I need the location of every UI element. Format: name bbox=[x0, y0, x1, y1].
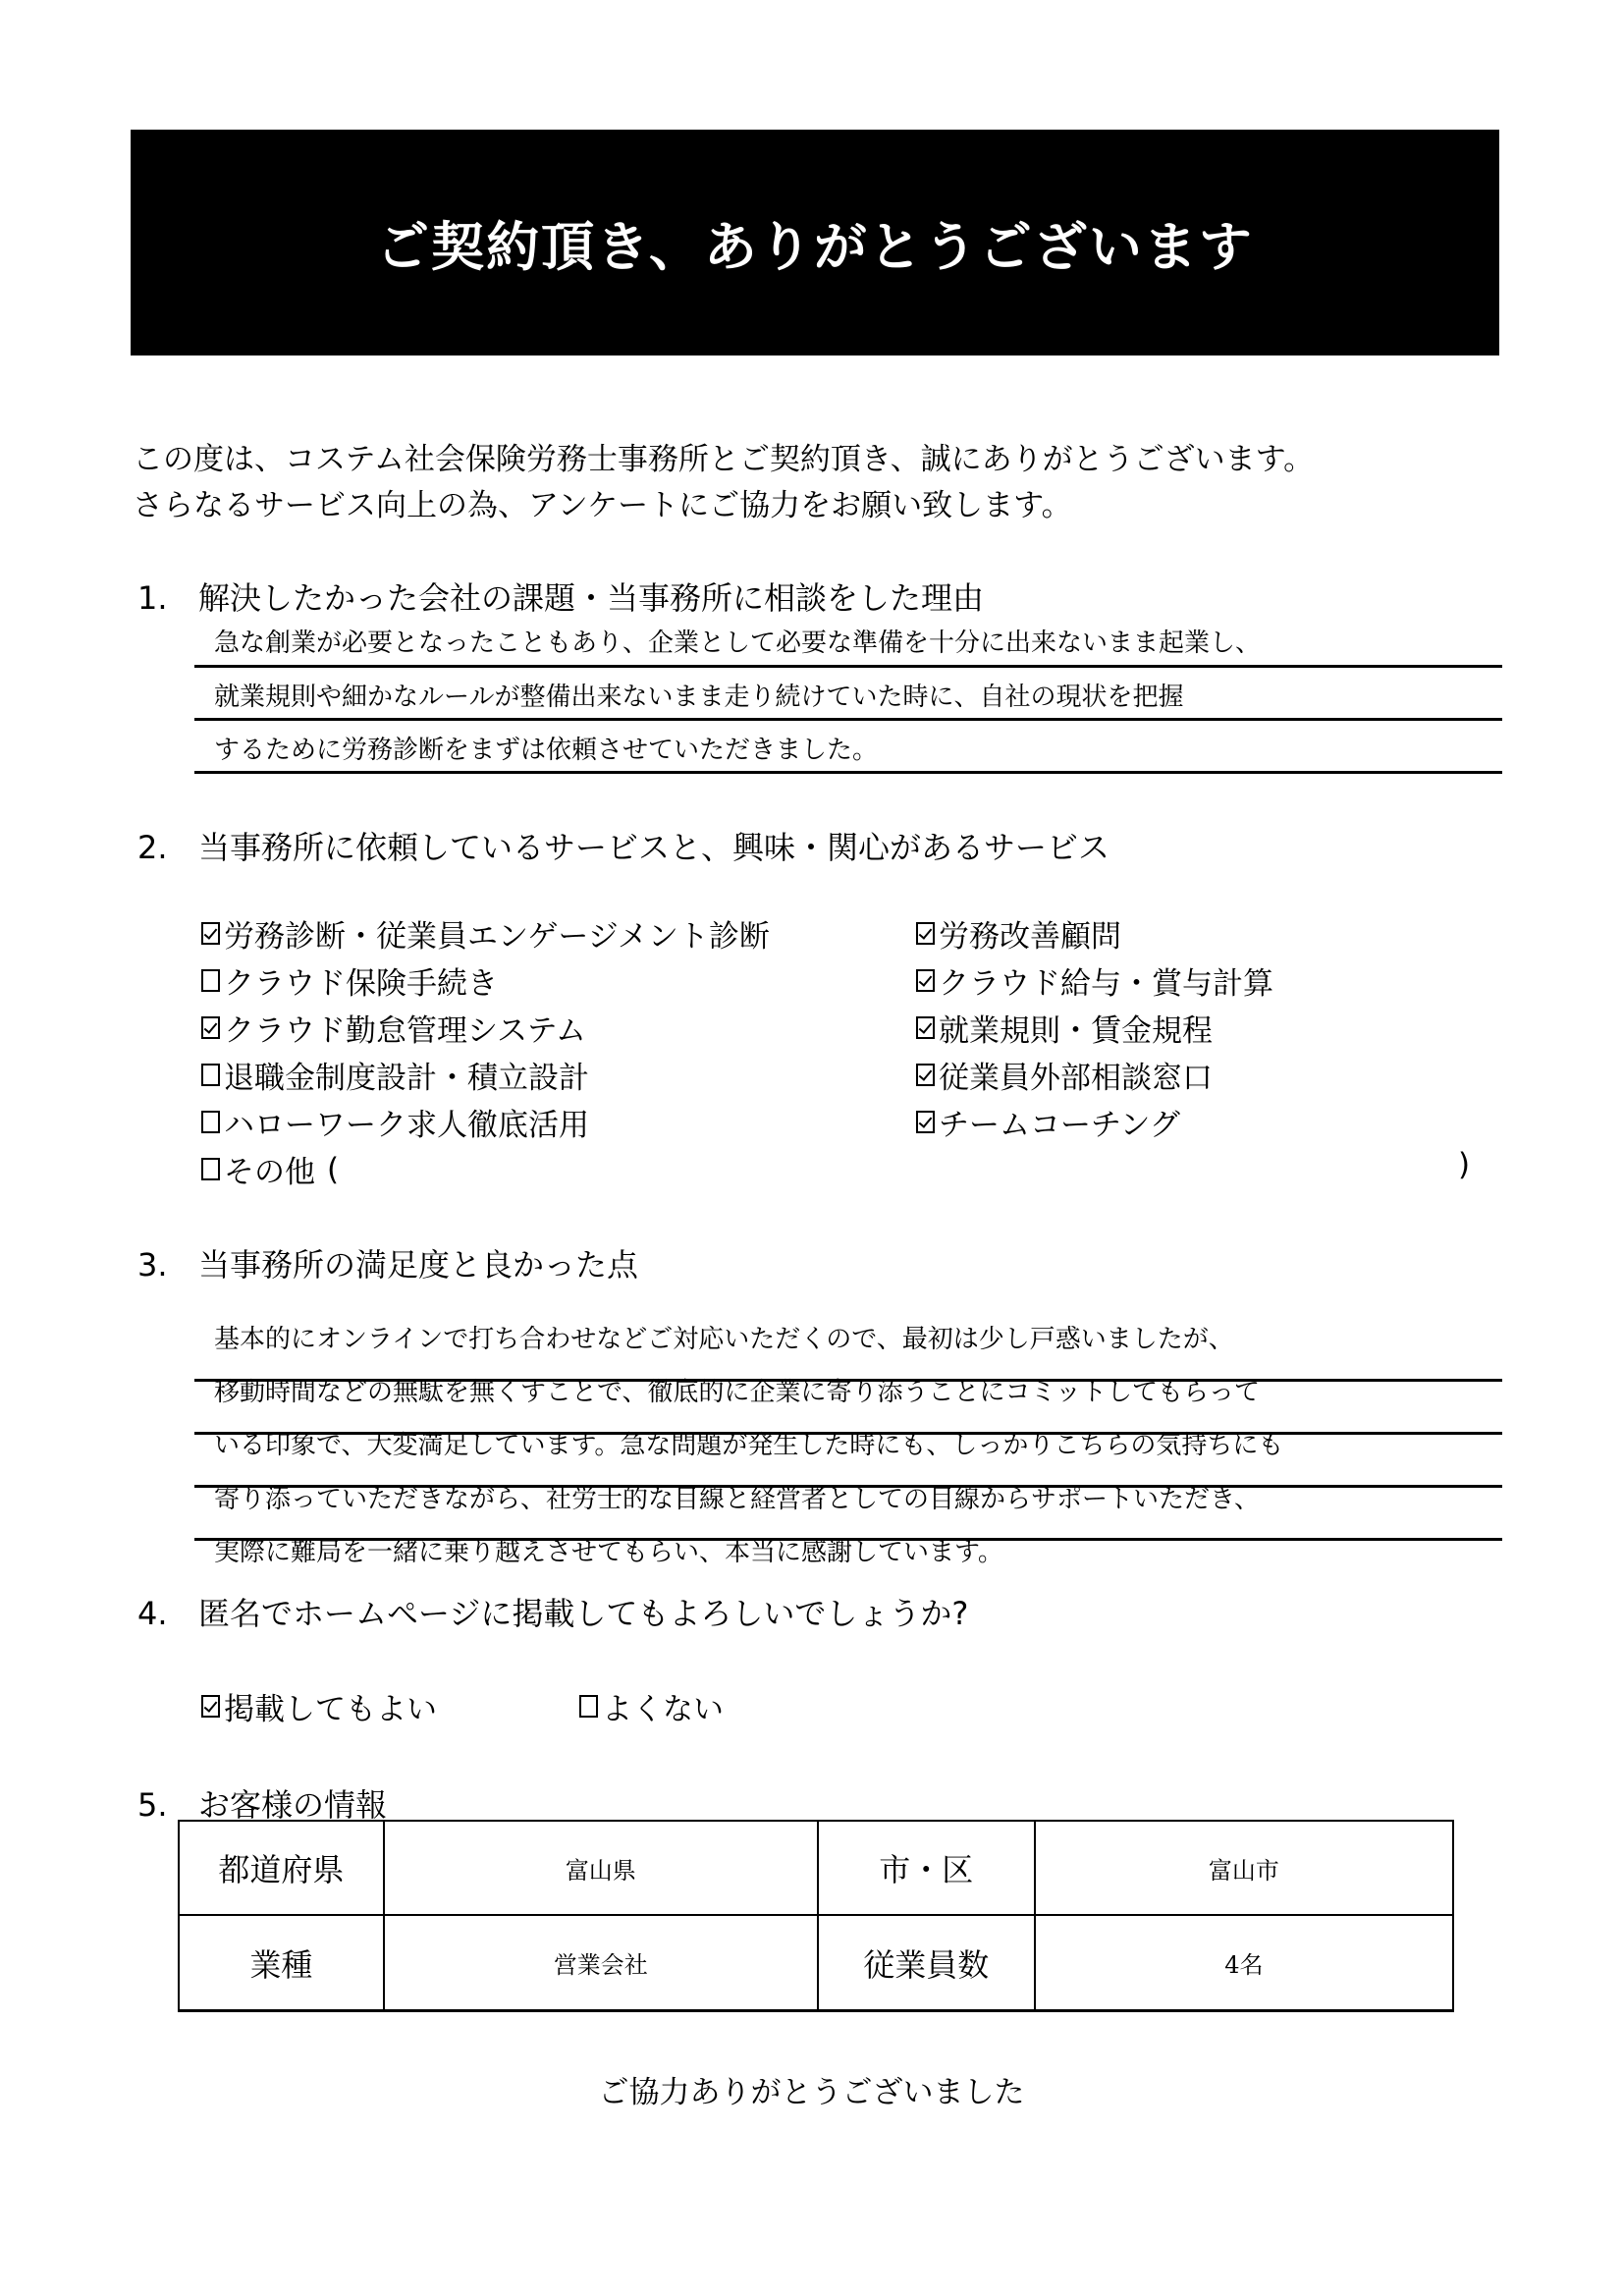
checkbox-checked[interactable] bbox=[916, 1064, 935, 1086]
service-option[interactable] bbox=[201, 1100, 589, 1144]
service-option[interactable] bbox=[201, 1006, 586, 1050]
checkbox-checked[interactable] bbox=[916, 1016, 935, 1039]
checkbox[interactable] bbox=[201, 969, 220, 992]
question-number: 1. bbox=[137, 579, 168, 617]
answer-line[interactable]: 基本的にオンラインで打ち合わせなどご対応いただくので、最初は少し戸惑いましたが、 bbox=[214, 1325, 1234, 1354]
checkbox-checked[interactable] bbox=[201, 1016, 220, 1039]
label-prefecture: 都道府県 bbox=[179, 1821, 384, 1915]
option-label: 退職金制度設計・積立設計 bbox=[224, 1061, 589, 1096]
open-paren: ( bbox=[327, 1151, 340, 1187]
option-label: その他 bbox=[224, 1155, 315, 1190]
checkbox-checked[interactable] bbox=[201, 922, 220, 945]
close-paren: ) bbox=[1458, 1147, 1471, 1182]
checkbox-checked[interactable] bbox=[201, 1695, 220, 1718]
option-label: 労務改善顧問 bbox=[939, 919, 1121, 955]
closing-message: ご協力ありがとうございました bbox=[598, 2075, 1025, 2110]
question-text: 当事務所の満足度と良かった点 bbox=[198, 1246, 639, 1284]
service-option[interactable] bbox=[916, 1053, 1213, 1097]
option-label: クラウド保険手続き bbox=[224, 966, 498, 1002]
service-option[interactable] bbox=[916, 911, 1121, 956]
answer-rule bbox=[194, 665, 1502, 668]
question-text: 解決したかった会社の課題・当事務所に相談をした理由 bbox=[198, 579, 985, 617]
option-publish-ok[interactable] bbox=[201, 1684, 437, 1728]
option-label: クラウド勤怠管理システム bbox=[224, 1013, 586, 1049]
label-industry: 業種 bbox=[179, 1915, 384, 2010]
question-number: 4. bbox=[137, 1595, 168, 1632]
answer-rule bbox=[194, 771, 1502, 774]
option-other[interactable] bbox=[201, 1147, 339, 1191]
option-publish-ng[interactable] bbox=[579, 1684, 724, 1728]
service-option[interactable] bbox=[201, 1053, 589, 1097]
answer-line[interactable]: 急な創業が必要となったこともあり、企業として必要な準備を十分に出来ないまま起業し、 bbox=[214, 629, 1262, 658]
answer-line[interactable]: 実際に難局を一緒に乗り越えさせてもらい、本当に感謝しています。 bbox=[214, 1538, 1003, 1567]
intro-line: さらなるサービス向上の為、アンケートにご協力をお願い致します。 bbox=[133, 488, 1072, 523]
question-text: 当事務所に依頼しているサービスと、興味・関心があるサービス bbox=[198, 829, 1110, 866]
option-label: クラウド給与・賞与計算 bbox=[939, 966, 1273, 1002]
option-label: 就業規則・賃金規程 bbox=[939, 1013, 1213, 1049]
value-industry[interactable]: 営業会社 bbox=[384, 1915, 818, 2010]
option-label: よくない bbox=[602, 1692, 724, 1727]
option-label: 掲載してもよい bbox=[224, 1692, 437, 1727]
checkbox[interactable] bbox=[201, 1158, 220, 1180]
checkbox-checked[interactable] bbox=[916, 922, 935, 945]
other-input[interactable] bbox=[388, 1147, 1448, 1186]
label-city: 市・区 bbox=[818, 1821, 1035, 1915]
label-employees: 従業員数 bbox=[818, 1915, 1035, 2010]
table-row bbox=[179, 1915, 1453, 2010]
value-prefecture[interactable]: 富山県 bbox=[384, 1821, 818, 1915]
question-number: 5. bbox=[137, 1786, 168, 1824]
question-4-heading bbox=[137, 1589, 968, 1634]
header-banner bbox=[131, 130, 1499, 355]
answer-line[interactable]: するために労務診断をまずは依頼させていただきました。 bbox=[214, 736, 879, 765]
option-label: ハローワーク求人徹底活用 bbox=[224, 1108, 589, 1143]
page-title: ご契約頂き、ありがとうございます bbox=[376, 215, 1254, 278]
question-number: 2. bbox=[137, 829, 168, 866]
service-option[interactable] bbox=[916, 1100, 1180, 1144]
question-text: お客様の情報 bbox=[198, 1786, 388, 1824]
question-text: 匿名でホームページに掲載してもよろしいでしょうか? bbox=[198, 1595, 969, 1632]
question-number: 3. bbox=[137, 1246, 168, 1284]
answer-rule bbox=[194, 718, 1502, 721]
service-option[interactable] bbox=[201, 958, 498, 1003]
checkbox-checked[interactable] bbox=[916, 1111, 935, 1133]
answer-line[interactable]: 就業規則や細かなルールが整備出来ないまま走り続けていた時に、自社の現状を把握 bbox=[214, 683, 1184, 712]
value-employees[interactable]: 4名 bbox=[1035, 1915, 1453, 2010]
intro-line: この度は、コステム社会保険労務士事務所とご契約頂き、誠にありがとうございます。 bbox=[133, 442, 1315, 477]
service-option[interactable] bbox=[916, 958, 1273, 1003]
option-label: チームコーチング bbox=[939, 1108, 1180, 1143]
table-row bbox=[179, 1821, 1453, 1915]
checkbox-checked[interactable] bbox=[916, 969, 935, 992]
question-2-heading bbox=[137, 823, 1109, 868]
option-label: 労務診断・従業員エンゲージメント診断 bbox=[224, 919, 770, 955]
service-option[interactable] bbox=[916, 1006, 1213, 1050]
customer-info-table bbox=[178, 1820, 1454, 2012]
checkbox[interactable] bbox=[201, 1111, 220, 1133]
checkbox[interactable] bbox=[201, 1064, 220, 1086]
value-city[interactable]: 富山市 bbox=[1035, 1821, 1453, 1915]
service-option[interactable] bbox=[201, 911, 770, 956]
question-1-heading bbox=[137, 574, 984, 619]
question-3-heading bbox=[137, 1240, 638, 1285]
checkbox[interactable] bbox=[579, 1695, 598, 1718]
answer-line[interactable]: 移動時間などの無駄を無くすことで、徹底的に企業に寄り添うことにコミットしてもらって bbox=[214, 1378, 1260, 1407]
option-label: 従業員外部相談窓口 bbox=[939, 1061, 1213, 1096]
answer-line[interactable]: いる印象で、大変満足しています。急な問題が発生した時にも、しっかりこちらの気持ちにも bbox=[214, 1431, 1284, 1460]
answer-line[interactable]: 寄り添っていただきながら、社労士的な目線と経営者としての目線からサポートいただき、 bbox=[214, 1485, 1260, 1514]
